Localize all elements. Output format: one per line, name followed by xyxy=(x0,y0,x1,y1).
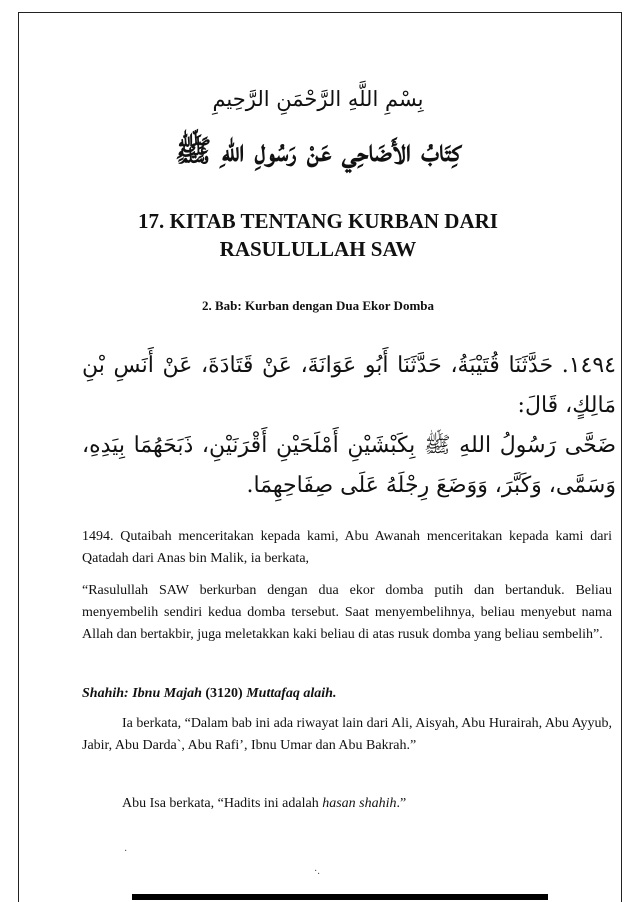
basmalah: بِسْمِ اللَّهِ الرَّحْمَنِ الرَّحِيمِ xyxy=(212,87,424,111)
grade-muttafaq: Muttafaq alaih. xyxy=(246,686,337,701)
scan-speck: · xyxy=(124,846,128,857)
arabic-matn: ضَحَّى رَسُولُ اللهِ ﷺ بِكَبْشَيْنِ أَمْلَحَيْنِ أَقْرَنَيْنِ، ذَبَحَهُمَا بِيَدِهِ، وَسَمَّى، وَكَبَّرَ، وَوَضَعَ رِجْلَهُ عَلَى صِفَاحِهِمَا. xyxy=(82,433,616,498)
comment-prefix: Abu Isa berkata, “Hadits ini adalah xyxy=(122,796,323,811)
grade-source: Ibnu Majah xyxy=(132,686,202,701)
translation-matn: “Rasulullah SAW berkurban dengan dua ekor domba putih dan bertanduk. Beliau menyembelih sendiri kedua domba tersebut. Saat menyembelihnya, beliau menyebut nama Allah dan bertakbir, juga meletakkan kaki beliau di atas rusuk domba yang beliau sembelih”. xyxy=(82,583,612,642)
grade-ref: (3120) xyxy=(205,686,243,701)
grade-separator: : xyxy=(124,686,133,701)
bottom-bar xyxy=(132,894,548,900)
abu-isa-comment xyxy=(82,793,612,815)
chapter-title-line2: RASULULLAH SAW xyxy=(219,237,417,261)
section-subtitle: 2. Bab: Kurban dengan Dua Ekor Domba xyxy=(201,298,434,313)
comment-suffix: .” xyxy=(396,796,407,811)
comment-grade: hasan shahih xyxy=(322,796,397,811)
hadith-grade xyxy=(82,683,612,705)
scan-speck: ·. xyxy=(314,866,320,877)
chapter-title xyxy=(80,207,556,263)
arabic-isnad: ١٤٩٤. حَدَّثَنَا قُتَيْبَةُ، حَدَّثَنَا أَبُو عَوَانَةَ، عَنْ قَتَادَةَ، عَنْ أَنَسِ بْنِ مَالِكٍ، قَالَ: xyxy=(82,353,616,418)
other-narrations: Ia berkata, “Dalam bab ini ada riwayat lain dari Ali, Aisyah, Abu Hurairah, Abu Ayyub, Jabir, Abu Darda`, Abu Rafi’, Ibnu Umar dan Abu Bakrah.” xyxy=(82,716,612,753)
chapter-title-line1: 17. KITAB TENTANG KURBAN DARI xyxy=(138,209,498,233)
arabic-chapter-title: كِتَابُ الأَضَاحِي عَنْ رَسُولِ اللهِ ﷺ xyxy=(175,134,461,169)
translation-isnad: 1494. Qutaibah menceritakan kepada kami, Abu Awanah menceritakan kepada kami dari Qatadah dari Anas bin Malik, ia berkata, xyxy=(82,529,612,566)
grade-label: Shahih xyxy=(82,686,125,701)
